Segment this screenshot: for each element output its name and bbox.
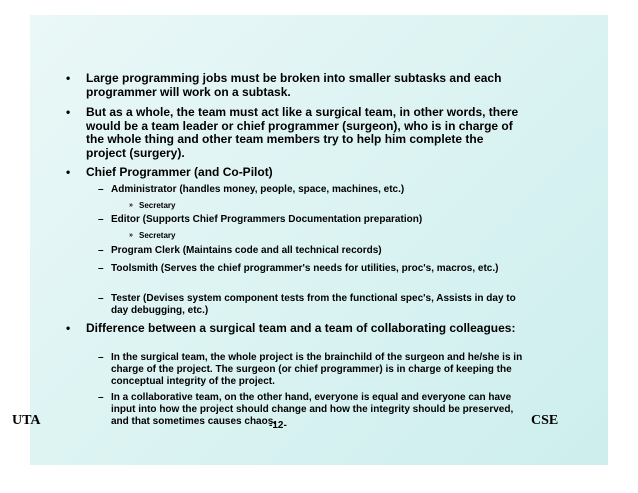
bullet-3 bbox=[66, 165, 526, 180]
sub-bullet-text: In a collaborative team, on the other hand, everyone is equal and everyone can have input into how the project should change and how the integrity should be preserved, and that sometimes causes chaos. bbox=[111, 392, 514, 427]
sub-bullet-marker: – bbox=[98, 245, 104, 256]
bullet-marker: • bbox=[66, 71, 71, 85]
sub-bullet-text: Toolsmith (Serves the chief programmer's needs for utilities, proc's, macros, etc.) bbox=[111, 263, 499, 274]
sub-bullet-marker: – bbox=[98, 392, 104, 403]
bullet-1 bbox=[66, 71, 526, 99]
sub-bullet-text: Editor (Supports Chief Programmers Documentation preparation) bbox=[111, 214, 423, 225]
bullet-marker: • bbox=[66, 105, 71, 119]
sub-sub-bullet-text: Secretary bbox=[139, 231, 176, 240]
sub-bullet-marker: – bbox=[98, 214, 104, 225]
bullet-text: Difference between a surgical team and a team of collaborating colleagues: bbox=[86, 321, 516, 335]
sub-bullet-collaborative-team bbox=[98, 392, 531, 427]
sub-bullet-text: Tester (Devises system component tests from the functional spec's, Assists in day to day debugging, etc.) bbox=[111, 293, 516, 316]
sub-bullet-program-clerk bbox=[98, 245, 531, 257]
sub-bullet-tester bbox=[98, 293, 531, 317]
sub-bullet-administrator bbox=[98, 184, 531, 196]
footer-right-label: CSE bbox=[531, 413, 559, 428]
bullet-text: But as a whole, the team must act like a surgical team, in other words, there would be a team leader or chief programmer (surgeon), who is in charge of the whole thing and other team members try to help him complete the project (surgery). bbox=[86, 105, 519, 160]
bullet-marker: • bbox=[66, 321, 71, 335]
sub-sub-bullet-secretary-2 bbox=[129, 231, 176, 241]
sub-sub-bullet-marker: » bbox=[129, 202, 133, 209]
sub-bullet-surgical-team bbox=[98, 352, 531, 387]
page-number: -12- bbox=[269, 420, 287, 431]
sub-bullet-marker: – bbox=[98, 352, 104, 363]
sub-bullet-editor bbox=[98, 214, 531, 226]
bullet-marker: • bbox=[66, 165, 71, 179]
sub-bullet-toolsmith bbox=[98, 263, 531, 275]
sub-sub-bullet-marker: » bbox=[129, 232, 133, 239]
footer-left-label: UTA bbox=[12, 413, 41, 428]
bullet-text: Large programming jobs must be broken into smaller subtasks and each programmer will work on a subtask. bbox=[86, 71, 502, 99]
sub-sub-bullet-secretary-1 bbox=[129, 201, 176, 211]
bullet-text: Chief Programmer (and Co-Pilot) bbox=[86, 165, 273, 179]
sub-bullet-text: In the surgical team, the whole project is the brainchild of the surgeon and he/she is in charge of the project. The surgeon (or chief programmer) is in charge of keeping the conceptual integrity of the project. bbox=[111, 352, 523, 387]
sub-bullet-text: Administrator (handles money, people, space, machines, etc.) bbox=[111, 184, 405, 195]
bullet-2 bbox=[66, 105, 526, 160]
sub-bullet-marker: – bbox=[98, 184, 104, 195]
sub-bullet-text: Program Clerk (Maintains code and all technical records) bbox=[111, 245, 382, 256]
sub-sub-bullet-text: Secretary bbox=[139, 201, 176, 210]
sub-bullet-marker: – bbox=[98, 293, 104, 304]
bullet-4 bbox=[66, 321, 526, 336]
sub-bullet-marker: – bbox=[98, 263, 104, 274]
